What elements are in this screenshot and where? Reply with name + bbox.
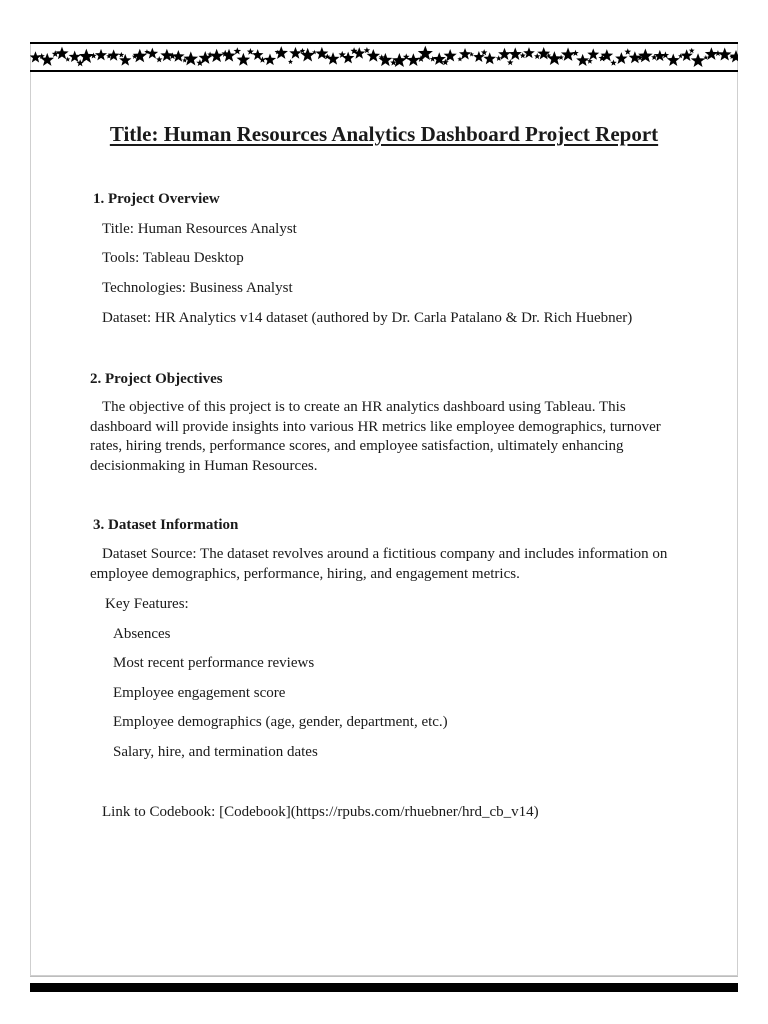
star-icon — [147, 48, 159, 59]
star-icon — [523, 47, 535, 58]
dataset-source-paragraph — [90, 545, 680, 584]
key-feature-item: Absences — [113, 626, 171, 642]
key-feature-item: Most recent performance reviews — [113, 655, 315, 671]
star-icon — [561, 47, 575, 61]
star-icon — [520, 52, 526, 58]
star-icon — [52, 50, 59, 57]
key-feature-item: Employee engagement score — [113, 685, 286, 701]
star-icon — [407, 53, 420, 66]
star-icon — [237, 53, 251, 66]
star-icon — [353, 47, 365, 59]
star-icon — [156, 56, 163, 62]
star-icon — [264, 54, 276, 66]
star-icon — [537, 47, 550, 59]
star-icon — [615, 52, 627, 64]
star-icon — [624, 48, 631, 54]
star-icon — [183, 51, 198, 65]
star-icon — [65, 57, 70, 62]
section-heading-overview: 1. Project Overview — [93, 191, 220, 207]
overview-technologies-line: Technologies: Business Analyst — [102, 280, 293, 296]
page-frame — [30, 42, 738, 976]
star-icon — [587, 48, 599, 59]
star-icon — [30, 51, 41, 62]
star-icon — [172, 50, 184, 62]
star-border-decoration — [30, 42, 738, 72]
star-icon — [576, 54, 589, 66]
star-icon — [481, 49, 488, 55]
star-icon — [496, 55, 502, 61]
key-feature-item: Employee demographics (age, gender, department, etc.) — [113, 714, 448, 730]
star-icon — [55, 47, 68, 60]
overview-dataset-line: Dataset: HR Analytics v14 dataset (authored by Dr. Carla Patalano & Dr. Rich Huebner) — [102, 310, 633, 326]
star-icon — [289, 47, 301, 59]
star-icon — [392, 53, 407, 67]
bottom-rule-thin — [30, 976, 738, 977]
dataset-source-text: Dataset Source: The dataset revolves around a fictitious company and includes information on employee demographics, performance, hiring, and engagement metrics. — [90, 546, 668, 582]
star-icon — [300, 48, 306, 53]
star-icon — [558, 55, 564, 60]
star-icon — [108, 49, 120, 60]
star-icon — [367, 49, 380, 62]
star-icon — [222, 49, 236, 62]
star-icon — [133, 49, 147, 63]
star-icon — [572, 50, 579, 56]
bottom-rule-thick — [30, 983, 738, 992]
star-icon — [718, 48, 732, 61]
star-icon — [507, 59, 513, 65]
star-icon — [364, 47, 370, 53]
star-icon — [95, 49, 107, 60]
star-icon — [689, 48, 695, 53]
star-icon — [610, 59, 617, 65]
key-feature-item: Salary, hire, and termination dates — [113, 744, 318, 760]
star-icon — [534, 53, 540, 59]
objectives-paragraph — [90, 398, 680, 476]
star-icon — [459, 48, 471, 60]
star-icon — [509, 47, 522, 60]
star-icon — [430, 56, 436, 62]
overview-tools-line: Tools: Tableau Desktop — [102, 250, 244, 266]
star-icon — [69, 51, 81, 62]
section-heading-dataset: 3. Dataset Information — [93, 517, 239, 533]
document-title: Title: Human Resources Analytics Dashboard Project Report — [109, 122, 659, 146]
star-icon — [234, 47, 242, 54]
star-icon — [210, 49, 224, 62]
objectives-text: The objective of this project is to create an HR analytics dashboard using Tableau. This dashboard will provide insights into various HR metrics like employee demographics, turnover rates, hiring trends, performance scores, and employee satisfaction, ultimately enhancing decisionmaking in Human Resources. — [90, 399, 661, 474]
star-icon — [275, 46, 288, 59]
section-heading-objectives: 2. Project Objectives — [90, 371, 223, 387]
star-icon — [547, 51, 562, 65]
star-icon — [40, 53, 54, 66]
key-features-label: Key Features: — [105, 596, 189, 612]
star-icon — [662, 51, 669, 58]
star-icon — [691, 53, 706, 67]
codebook-link[interactable]: Link to Codebook: [Codebook](https://rpubs.com/rhuebner/hrd_cb_v14) — [102, 804, 539, 820]
overview-title-line: Title: Human Resources Analyst — [102, 221, 297, 237]
star-icon — [667, 54, 680, 66]
star-icon — [288, 59, 293, 64]
star-icon — [378, 53, 392, 66]
star-icon — [118, 52, 124, 57]
star-icon — [326, 52, 339, 64]
star-icon — [638, 48, 653, 62]
